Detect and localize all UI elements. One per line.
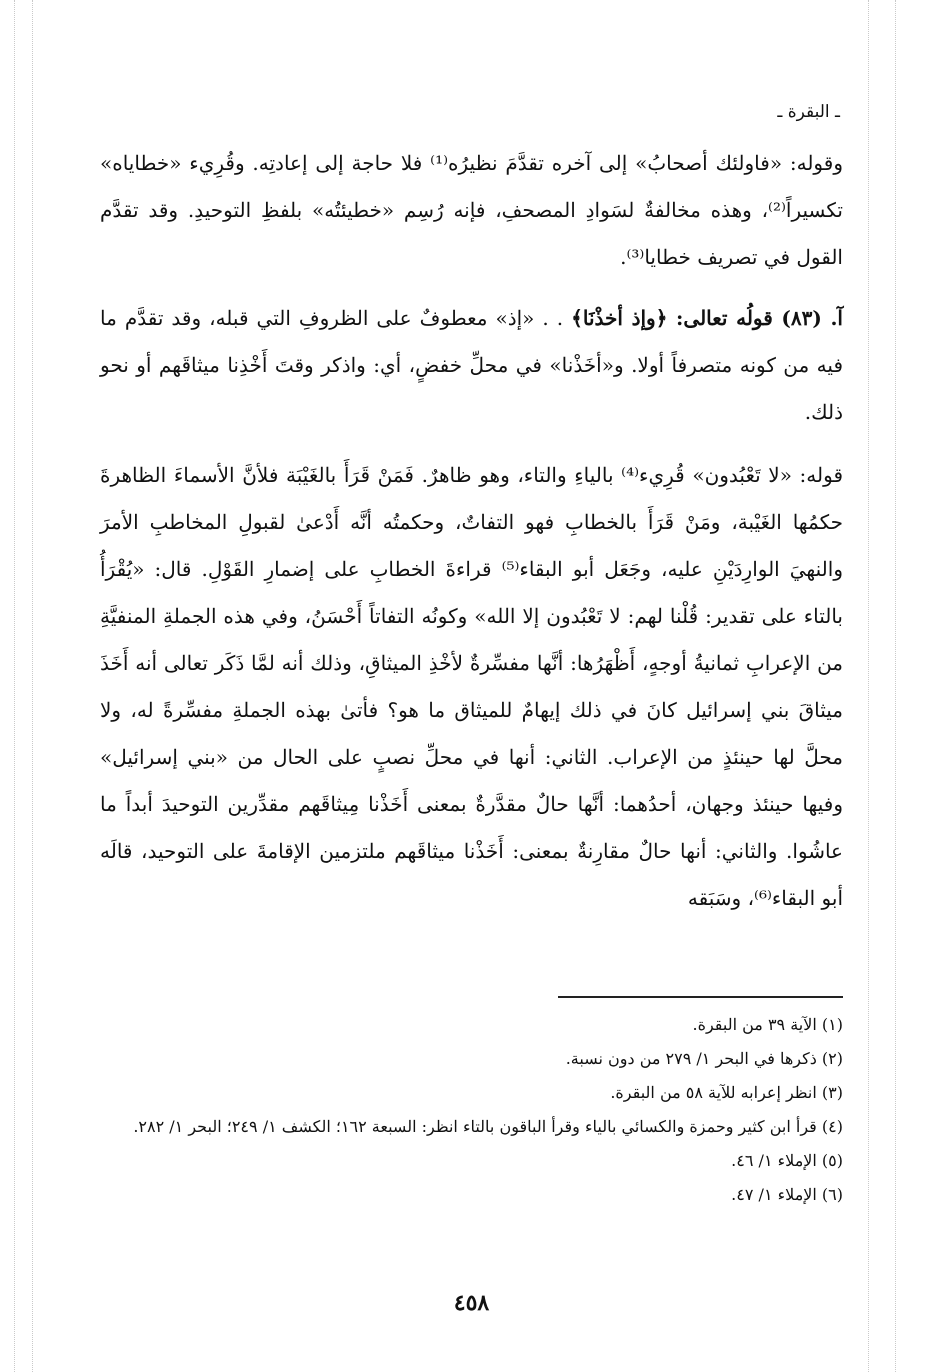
paragraph xyxy=(100,295,843,436)
paragraph-text: . . «إذ» معطوفٌ على الظروفِ التي قبله، وقد تقدَّم ما فيه من كونه متصرفاً أولا. و«أخَذْنا» في محلِّ خفضٍ، أي: واذكر وقتَ أَخْذِنا ميثاقَهم أو نحو ذلك. xyxy=(100,306,843,424)
running-head: ـ البقرة ـ xyxy=(777,102,840,122)
scan-guide-line xyxy=(14,0,15,1372)
paragraph-text: وقوله: «فاولئك أصحابُ» إلى آخره تقدَّمَ نظيرُه⁽¹⁾ فلا حاجة إلى إعادتِه. وقُرِيء «خطاياه» تكسيراً⁽²⁾، وهذه مخالفةٌ لسَوادِ المصحفِ، فإنه رُسِم «خطيئتُه» بلفظِ التوحيدِ. وقد تقدَّم القول في تصريف خطايا⁽³⁾. xyxy=(100,151,843,269)
footnote-item: (٥) الإملاء ١/ ٤٦. xyxy=(731,1151,843,1170)
scan-guide-line xyxy=(32,0,33,1372)
scan-guide-line xyxy=(895,0,896,1372)
verse-heading: آ. (٨٣) قولُه تعالى: ﴿وإذ أخذْنَا﴾ xyxy=(571,306,843,330)
footnote-item: (١) الآية ٣٩ من البقرة. xyxy=(692,1015,843,1034)
paragraph xyxy=(100,452,843,922)
paragraph-text: قوله: «لا تَعْبُدون» قُرِيء⁽⁴⁾ بالياءِ والتاء، وهو ظاهرٌ. فَمَنْ قَرَأَ بالغَيْبَة فلأنَّ الأسماءَ الظاهرةَ حكمُها الغَيْبة، ومَنْ قَرَأَ بالخطابِ فهو التفاتٌ، وحكمتُه أنَّه أَدْعىٰ لقبولِ المخاطبِ الأمرَ والنهيَ الوارِدَيْنِ عليه، وجَعَل أبو البقاء⁽⁵⁾ قراءةَ الخطابِ على إضمارِ القَوْلِ. قال: «يُقْرَأُ بالتاء على تقدير: قُلْنا لهم: لا تَعْبُدون إلا الله» وكونُه التفاتاً أَحْسَنُ، وفي هذه الجملةِ المنفيَّةِ من الإعرابِ ثمانيةُ أوجهٍ، أَظْهَرُها: أنَّها مفسِّرةٌ لأخْذِ الميثاقِ، وذلك أنه لمَّا ذَكَر تعالى أنه أَخَذَ ميثاقَ بني إسرائيل كانَ في ذلك إيهامٌ للميثاق ما هو؟ فأتىٰ بهذه الجملةِ مفسِّرةً له، ولا محلَّ لها حينئذٍ من الإعراب. الثاني: أنها في محلِّ نصبٍ على الحال من «بني إسرائيل» وفيها حينئذ وجهان، أحدُهما: أنَّها حالٌ مقدَّرةٌ بمعنى أَخَذْنا مِيثاقَهم مقدِّرين التوحيدَ أبداً ما عاشُوا. والثاني: أنها حالٌ مقارِنةٌ بمعنى: أَخَذْنا ميثاقَهم ملتزمين الإقامةَ على التوحيد، قالَه أبو البقاء⁽⁶⁾، وسَبَقه xyxy=(100,463,843,910)
footnotes-list xyxy=(100,1008,843,1212)
paragraph xyxy=(100,140,843,281)
scan-guide-line xyxy=(868,0,869,1372)
body-text xyxy=(100,140,843,922)
footnote-divider xyxy=(558,996,843,998)
footnote-item: (٣) انظر إعرابه للآية ٥٨ من البقرة. xyxy=(610,1083,843,1102)
page-number: ٤٥٨ xyxy=(453,1290,490,1316)
footnote-item: (٤) قرأ ابن كثير وحمزة والكسائي بالياء وقرأ الباقون بالتاء انظر: السبعة ١٦٢؛ الكشف ١/ ٢٤٩؛ البحر ١/ ٢٨٢. xyxy=(133,1117,843,1136)
footnote-item: (٢) ذكرها في البحر ١/ ٢٧٩ من دون نسبة. xyxy=(565,1049,843,1068)
footnote-item: (٦) الإملاء ١/ ٤٧. xyxy=(731,1185,843,1204)
